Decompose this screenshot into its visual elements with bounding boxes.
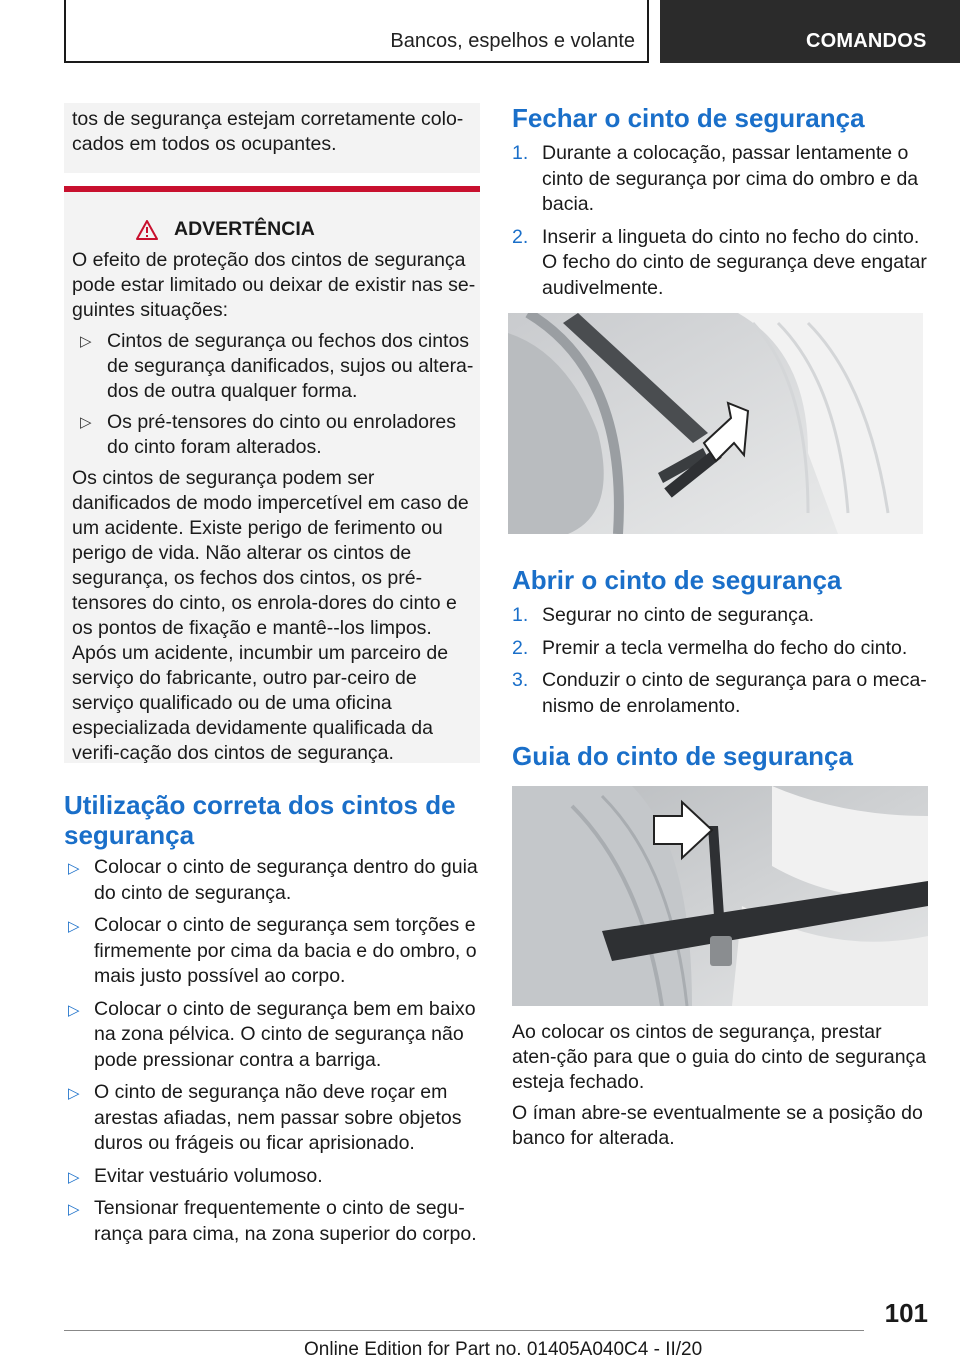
open-section (512, 565, 928, 726)
header-section-title: Bancos, espelhos e volante (390, 30, 635, 52)
triangle-bullet-icon: ▷ (68, 1168, 80, 1186)
step-number: 3. (512, 669, 529, 691)
carry-over-box (64, 103, 480, 173)
open-steps (512, 603, 928, 719)
triangle-bullet-icon: ▷ (80, 414, 92, 431)
header-chapter-title: COMANDOS (806, 30, 927, 52)
list-item: 3. Conduzir o cinto de segurança para o meca-nismo de enrolamento. (512, 669, 927, 717)
header-chapter-tab (660, 0, 960, 63)
header-section-box (64, 0, 649, 63)
footer-divider (64, 1330, 864, 1331)
list-item: 1. Segurar no cinto de segurança. (512, 603, 928, 629)
guide-paragraph: O íman abre-se eventualmente se a posição do banco for alterada. (512, 1102, 923, 1149)
triangle-bullet-icon: ▷ (68, 1085, 80, 1102)
list-item: ▷ Colocar o cinto de segurança dentro do guia do cinto de segurança. (68, 856, 478, 904)
page-number: 101 (884, 1298, 928, 1328)
section-title-correct-use: Utilização correta dos cintos de segurança (64, 790, 456, 850)
list-item: ▷ Colocar o cinto de segurança sem torções e firmemente por cima da bacia e do ombro, o mais justo possível ao corpo. (68, 914, 477, 987)
list-item: ▷ Os pré-tensores do cinto ou enroladores do cinto foram alterados. (80, 411, 457, 458)
warning-title (136, 218, 315, 241)
step-number: 2. (512, 636, 529, 659)
fasten-section (512, 103, 928, 308)
carry-over-text: tos de segurança estejam corretamente colo-cados em todos os ocupantes. (72, 108, 464, 155)
list-item: ▷ Colocar o cinto de segurança bem em baixo na zona pélvica. O cinto de segurança não pode pressionar contra a barriga. (68, 997, 476, 1071)
triangle-bullet-icon: ▷ (80, 333, 92, 350)
fasten-steps (512, 141, 928, 301)
warning-box (64, 186, 480, 763)
list-item: 1. Durante a colocação, passar lentamente o cinto de segurança por cima do ombro e da bacia. (512, 142, 919, 215)
warning-icon (136, 220, 158, 240)
list-item: ▷ Evitar vestuário volumoso. (64, 1164, 480, 1190)
section-title-fasten: Fechar o cinto de segurança (512, 103, 865, 133)
warning-title-text: ADVERTÊNCIA (174, 218, 315, 240)
list-item: ▷ Cintos de segurança ou fechos dos cintos de segurança danificados, sujos ou altera-dos de outra qualquer forma. (80, 330, 474, 402)
footer-edition: Online Edition for Part no. 01405A040C4 - II/20 (304, 1339, 703, 1360)
step-number: 2. (512, 225, 529, 248)
warning-intro: O efeito de proteção dos cintos de segurança pode estar limitado ou deixar de existir nas se-guintes situações: (72, 249, 476, 321)
triangle-bullet-icon: ▷ (68, 918, 80, 935)
guide-text (512, 1020, 928, 1151)
list-item: 2. Premir a tecla vermelha do fecho do cinto. (512, 636, 928, 662)
list-item: ▷ O cinto de segurança não deve roçar em arestas afiadas, nem passar sobre objetos duros ou frágeis ou ficar aprisionado. (68, 1081, 462, 1154)
warning-body: Os cintos de segurança podem ser danificados de modo impercetível em caso de um acidente. Existe perigo de ferimento ou perigo de vida. Não alterar os cintos de segurança, os fechos dos cintos, os pré-tensores do cinto, os enrola-dores do cinto e os pontos de fixação e mantê--los limpos. Após um acidente, incumbir um parceiro de serviço do fabricante, outro par-ceiro de serviço qualificado ou de uma oficina especializada devidamente qualificada da verifi-cação dos cintos de segurança. (72, 467, 469, 764)
list-item: 2. Inserir a lingueta do cinto no fecho do cinto. O fecho do cinto de segurança deve engatar audivelmente. (512, 225, 927, 299)
warning-bullets (72, 329, 476, 460)
step-number: 1. (512, 604, 529, 626)
section-title-open: Abrir o cinto de segurança (512, 565, 842, 595)
correct-use-list (64, 855, 480, 1254)
step-number: 1. (512, 142, 529, 164)
triangle-bullet-icon: ▷ (68, 1201, 80, 1218)
belt-guide-illustration (512, 786, 928, 1006)
fasten-belt-illustration (508, 313, 923, 534)
triangle-bullet-icon: ▷ (68, 860, 80, 877)
triangle-bullet-icon: ▷ (68, 1001, 80, 1019)
guide-paragraph: Ao colocar os cintos de segurança, prestar aten-ção para que o guia do cinto de segurança esteja fechado. (512, 1021, 927, 1093)
section-title-guide: Guia do cinto de segurança (512, 741, 853, 771)
list-item: ▷ Tensionar frequentemente o cinto de segu-rança para cima, na zona superior do corpo. (68, 1197, 477, 1245)
